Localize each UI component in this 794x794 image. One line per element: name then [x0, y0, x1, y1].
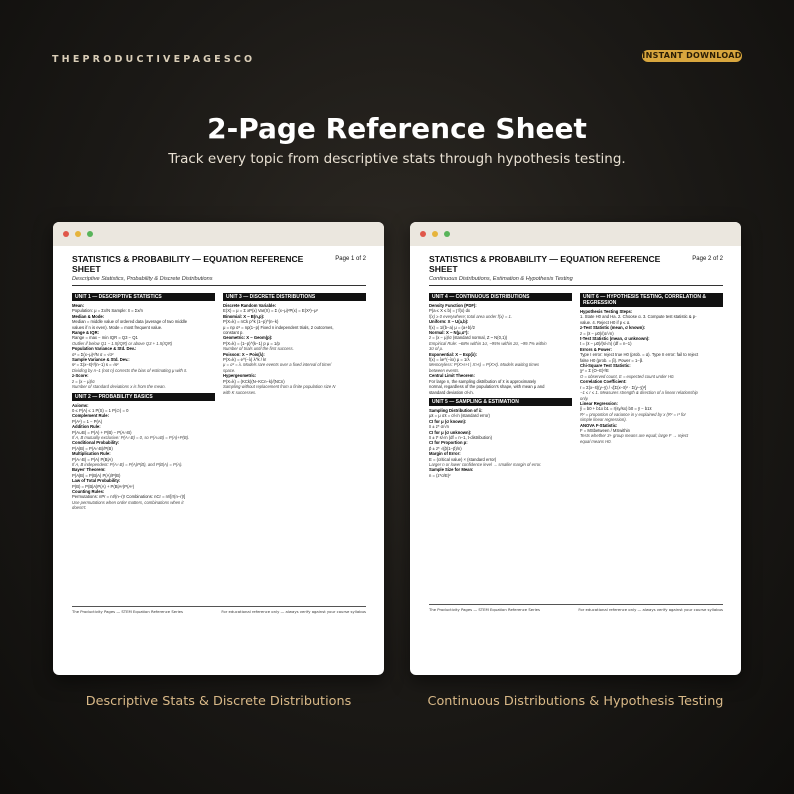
- formula-heading: Discrete Random Variable:: [223, 303, 277, 308]
- formula-line: P(Aᶜ) = 1 − P(A): [72, 418, 103, 424]
- formula-line: z = (x − μ)/σ (standard normal, Z ~ N(0,1)): [429, 335, 508, 341]
- formula-heading: t-Test Statistic (mean, σ unknown):: [580, 336, 650, 342]
- formula-line: −1 ≤ r ≤ 1. Measures strength & direction of a linear relationship: [580, 390, 698, 396]
- minimize-dot-icon: [432, 231, 438, 237]
- formula-line: p̂ ± z* √(p̂(1−p̂)/n): [429, 445, 462, 451]
- formula-line: constant p.: [223, 330, 244, 336]
- formula-line: P(a ≤ X ≤ b) = ∫ f(x) dx: [429, 308, 470, 314]
- formula-line: P(A|B) = P(B|A) P(A)/P(B): [72, 472, 121, 478]
- formula-line: F = MSbetween / MSwithin: [580, 427, 630, 433]
- formula-line: Sampling without replacement from a finite population size N: [223, 384, 336, 390]
- formula-line: P(X=k) = e^(−λ) λ^k / k!: [223, 357, 267, 363]
- formula-line: f(x) ≥ 0 everywhere; total area under f(x) = 1.: [429, 313, 512, 319]
- formula-line: z = (x − μ)/σ: [72, 378, 95, 384]
- formula-heading: Population Variance & Std. Dev.:: [72, 346, 137, 352]
- formula-heading: Law of Total Probability:: [72, 478, 121, 484]
- close-dot-icon: [63, 231, 69, 237]
- formula-heading: z-Score:: [72, 373, 89, 379]
- formula-line: space.: [223, 367, 236, 373]
- formula-line: equal means H0.: [580, 438, 612, 444]
- instant-download-badge: INSTANT DOWNLOAD: [642, 51, 742, 60]
- formula-line: χ² = Σ (O−E)²/E: [580, 368, 609, 374]
- formula-heading: ANOVA F-Statistic:: [580, 422, 618, 428]
- formula-line: 1. State H0 and Ha. 2. Choose α. 3. Compute test statistic & p-: [580, 314, 697, 320]
- formula-line: P(X=k) = (KCk)(N−KCn−k)/(NCn): [223, 378, 285, 384]
- formula-line: with K successes.: [223, 389, 257, 395]
- page-number: Page 1 of 2: [335, 256, 366, 262]
- formula-line: P(X=k) = (1−p)^(k−1) p μ = 1/p: [223, 340, 280, 346]
- formula-line: P(A|B) = P(A∩B)/P(B): [72, 445, 113, 451]
- formula-line: 3σ of μ.: [429, 346, 444, 352]
- formula-line: Number of standard deviations x is from the mean.: [72, 384, 166, 390]
- formula-heading: Binomial: X ~ B(n,p):: [223, 313, 265, 319]
- maximize-dot-icon: [444, 231, 450, 237]
- minimize-dot-icon: [75, 231, 81, 237]
- formula-line: doesn't.: [72, 505, 87, 511]
- formula-line: value. 4. Reject H0 if p ≤ α.: [580, 319, 631, 325]
- sheet-column-1: [72, 290, 215, 511]
- formula-heading: Correlation Coefficient:: [580, 379, 627, 385]
- formula-heading: Normal: X ~ N(μ,σ²):: [429, 330, 469, 336]
- formula-heading: Exponential: X ~ Exp(λ):: [429, 351, 478, 357]
- page-2-window: [410, 222, 741, 675]
- formula-line: P(A∪B) = P(A) + P(B) − P(A∩B): [72, 429, 132, 435]
- unit-heading: UNIT 3 — DISCRETE DISTRIBUTIONS: [223, 293, 366, 301]
- footer-left: The Productivity Pages — STEM Equation Reference Series: [72, 609, 184, 614]
- formula-line: If A, B independent: P(A∩B) = P(A)P(B), and P(B|A) = P(A).: [72, 461, 183, 467]
- formula-heading: Hypothesis Testing Steps:: [580, 309, 633, 314]
- page-number: Page 2 of 2: [692, 256, 723, 262]
- formula-heading: Poisson: X ~ Pois(λ):: [223, 351, 265, 357]
- formula-line: Population: μ = Σx/N Sample: x̄ = Σx/n: [72, 308, 143, 314]
- formula-line: Memoryless: P(X>s+t | X>s) = P(X>t). Models waiting times: [429, 362, 540, 368]
- window-titlebar: [53, 222, 384, 246]
- sheet-footer: [72, 606, 366, 614]
- formula-line: σ² = Σ(x−μ)²/N σ = √σ²: [72, 351, 114, 357]
- formula-heading: Chi-Square Test Statistic:: [580, 363, 631, 369]
- formula-heading: Sample Variance & Std. Dev.:: [72, 357, 130, 363]
- formula-line: E = (critical value) × (standard error): [429, 456, 497, 462]
- brand-name: THEPRODUCTIVEPAGESCO: [52, 54, 256, 65]
- formula-heading: Density Function (PDF):: [429, 303, 477, 308]
- window-titlebar: [410, 222, 741, 246]
- footer-right: For educational reference only — always verify against your course syllabus: [221, 609, 366, 614]
- formula-line: P(A∩B) = P(A) P(B|A): [72, 456, 113, 462]
- formula-line: values if n is even). Mode = most frequent value.: [72, 324, 163, 330]
- formula-heading: Range & IQR:: [72, 330, 99, 336]
- unit-heading: UNIT 5 — SAMPLING & ESTIMATION: [429, 398, 572, 406]
- sheet-subtitle: Descriptive Statistics, Probability & Discrete Distributions: [72, 276, 366, 286]
- sheet-footer: [429, 604, 723, 612]
- formula-heading: Errors & Power:: [580, 346, 612, 352]
- formula-line: between events.: [429, 367, 460, 373]
- formula-line: Number of trials until the first success.: [223, 346, 294, 352]
- formula-heading: Conditional Probability:: [72, 440, 120, 446]
- formula-line: O = observed count, E = expected count under H0.: [580, 373, 675, 379]
- formula-line: t = (x̄ − μ0)/(s/√n) (df = n−1): [580, 341, 632, 347]
- formula-line: Median = middle value of ordered data (average of two middle: [72, 319, 188, 325]
- formula-heading: CI for Proportion p:: [429, 440, 468, 446]
- formula-heading: Counting Rules:: [72, 489, 105, 494]
- formula-line: Range = max − min IQR = Q3 − Q1: [72, 335, 138, 341]
- page-title: 2-Page Reference Sheet: [207, 112, 587, 145]
- page-subtitle: Track every topic from descriptive stats through hypothesis testing.: [168, 151, 626, 167]
- formula-line: ŷ = b0 + b1x b1 = r(sy/sx) b0 = ȳ − b1x̄: [580, 406, 652, 412]
- formula-line: E(X) = μ = Σ xP(x) Var(X) = Σ (x−μ)²P(x) = E(X²)−μ²: [223, 308, 318, 314]
- formula-heading: Geometric: X ~ Geom(p):: [223, 335, 273, 341]
- reference-sheet-page-1: [53, 246, 384, 511]
- formula-line: μx̄ = μ σx̄ = σ/√n (standard error): [429, 413, 490, 419]
- formula-heading: CI for μ (σ known):: [429, 418, 467, 424]
- formula-heading: CI for μ (σ unknown):: [429, 429, 472, 435]
- formula-line: f(x) = 1/(b−a) μ = (a+b)/2: [429, 324, 475, 330]
- caption-page-2: Continuous Distributions & Hypothesis Testing: [427, 694, 724, 709]
- formula-heading: Complement Rule:: [72, 413, 109, 419]
- sheet-column-2: [223, 290, 366, 511]
- formula-heading: Multiplication Rule:: [72, 451, 111, 457]
- formula-line: only.: [580, 395, 589, 401]
- unit-heading: UNIT 6 — HYPOTHESIS TESTING, CORRELATION & REGRESSION: [580, 293, 723, 307]
- formula-heading: Bayes' Theorem:: [72, 467, 106, 473]
- sheet-title: STATISTICS & PROBABILITY — EQUATION REFERENCE SHEET: [72, 254, 304, 274]
- formula-heading: z-Test Statistic (mean, σ known):: [580, 325, 646, 331]
- formula-line: 0 ≤ P(A) ≤ 1 P(S) = 1 P(∅) = 0: [72, 407, 129, 413]
- formula-line: s² = Σ(x−x̄)²/(n−1) s = √s²: [72, 362, 119, 368]
- formula-heading: Addition Rule:: [72, 424, 101, 430]
- formula-heading: Median & Mode:: [72, 313, 105, 319]
- formula-heading: Linear Regression:: [580, 400, 618, 406]
- formula-line: x̄ ± z* σ/√n: [429, 424, 449, 430]
- formula-heading: Axioms:: [72, 402, 89, 408]
- formula-line: If A, B mutually exclusive: P(A∩B) = 0, so P(A∪B) = P(A)+P(B).: [72, 434, 190, 440]
- formula-line: Empirical Rule: ~68% within 1σ, ~95% within 2σ, ~99.7% within: [429, 340, 547, 346]
- unit-heading: UNIT 2 — PROBABILITY BASICS: [72, 393, 215, 401]
- formula-line: Tests whether 3+ group means are equal; large F → reject: [580, 433, 689, 439]
- sheet-subtitle: Continuous Distributions, Estimation & Hypothesis Testing: [429, 276, 723, 286]
- formula-line: z = (x̄ − μ0)/(σ/√n): [580, 330, 614, 336]
- formula-line: Outlier if below Q1 − 1.5(IQR) or above Q3 + 1.5(IQR): [72, 340, 173, 346]
- formula-heading: Uniform: X ~ U(a,b):: [429, 319, 469, 325]
- formula-line: Type I error: reject true H0 (prob. = α). Type II error: fail to reject: [580, 352, 699, 358]
- formula-line: x̄ ± t* s/√n (df = n−1, t-distribution): [429, 434, 493, 440]
- formula-line: standard deviation σ/√n.: [429, 389, 474, 395]
- formula-line: Larger n or lower confidence level → smaller margin of error.: [429, 461, 542, 467]
- sheet-title: STATISTICS & PROBABILITY — EQUATION REFERENCE SHEET: [429, 254, 661, 274]
- formula-line: P(X=k) = nCk p^k (1−p)^(n−k): [223, 319, 279, 325]
- reference-sheet-page-2: [410, 246, 741, 478]
- formula-heading: Central Limit Theorem:: [429, 373, 475, 379]
- formula-line: simple linear regression).: [580, 417, 627, 423]
- close-dot-icon: [420, 231, 426, 237]
- formula-line: Use permutations when order matters, combinations when it: [72, 499, 184, 505]
- formula-line: Dividing by n−1 (not n) corrects the bias of estimating μ with x̄.: [72, 367, 188, 373]
- footer-right: For educational reference only — always verify against your course syllabus: [578, 607, 723, 612]
- formula-line: n = (z*σ/E)²: [429, 472, 451, 478]
- sheet-column-2: [580, 290, 723, 478]
- maximize-dot-icon: [87, 231, 93, 237]
- formula-line: Permutations: nPr = n!/(n−r)! Combinations: nCr = n!/[r!(n−r)!]: [72, 494, 186, 500]
- formula-line: f(x) = λe^(−λx) μ = 1/λ: [429, 357, 470, 363]
- formula-line: R² = proportion of variance in y explained by x (R² = r² for: [580, 411, 686, 417]
- formula-line: For large n, the sampling distribution of x̄ is approximately: [429, 378, 537, 384]
- formula-line: r = Σ(x−x̄)(y−ȳ) / √[Σ(x−x̄)² · Σ(y−ȳ)²]: [580, 384, 647, 390]
- formula-line: μ = σ² = λ. Models rare events over a fixed interval of time/: [223, 362, 332, 368]
- formula-heading: Sample Size for Mean:: [429, 467, 474, 473]
- footer-left: The Productivity Pages — STEM Equation Reference Series: [429, 607, 541, 612]
- unit-heading: UNIT 4 — CONTINUOUS DISTRIBUTIONS: [429, 293, 572, 301]
- unit-heading: UNIT 1 — DESCRIPTIVE STATISTICS: [72, 293, 215, 301]
- formula-line: μ = np σ² = np(1−p) Fixed n independent trials, 2 outcomes,: [223, 324, 334, 330]
- formula-line: normal, regardless of the population's shape, with mean μ and: [429, 384, 545, 390]
- formula-line: false H0 (prob. = β). Power = 1−β.: [580, 357, 644, 363]
- formula-heading: Sampling Distribution of x̄:: [429, 407, 483, 413]
- formula-heading: Hypergeometric:: [223, 373, 257, 379]
- formula-line: P(B) = P(B|A)P(A) + P(B|Aᶜ)P(Aᶜ): [72, 483, 135, 489]
- page-1-window: [53, 222, 384, 675]
- formula-heading: Margin of Error:: [429, 451, 461, 457]
- sheet-column-1: [429, 290, 572, 478]
- caption-page-1: Descriptive Stats & Discrete Distributions: [85, 694, 352, 709]
- formula-heading: Mean:: [72, 303, 85, 308]
